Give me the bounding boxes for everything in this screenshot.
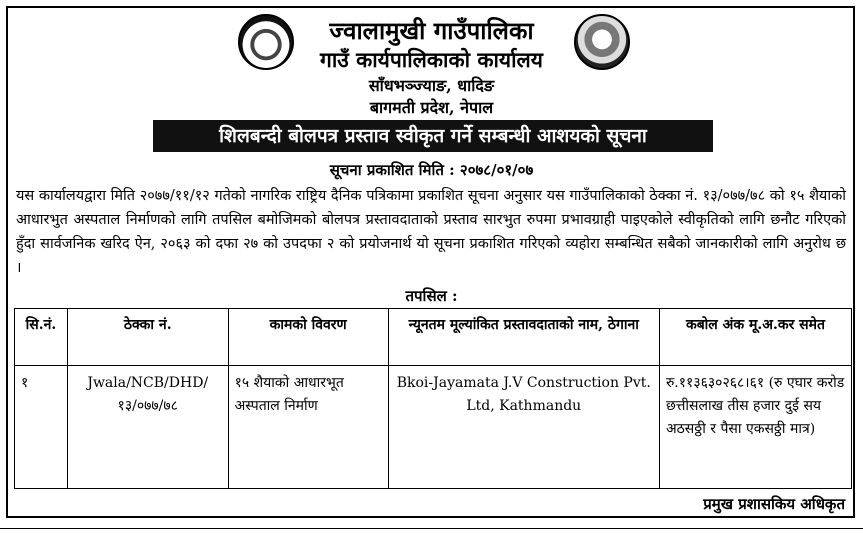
notice-title: शिलबन्दी बोलपत्र प्रस्ताव स्वीकृत गर्ने सम्बन्धी आशयको सूचना xyxy=(153,120,713,152)
col-amount: कबोल अंक मू.अ.कर समेत xyxy=(659,309,851,366)
col-work: कामको विवरण xyxy=(228,309,388,366)
published-date: सूचना प्रकाशित मिति : २०७८/०१/०७ xyxy=(329,161,534,179)
cell-contract: Jwala/NCB/DHD/ १३/०७७/७८ xyxy=(67,366,228,489)
col-sn: सि.नं. xyxy=(15,309,68,366)
office-name: गाउँ कार्यपालिकाको कार्यालय xyxy=(320,47,543,72)
table-header-row xyxy=(15,309,852,366)
table-row xyxy=(15,366,852,489)
notice-body: यस कार्यालयद्वारा मिति २०७७/११/१२ गतेको नागरिक राष्ट्रिय दैनिक पत्रिकामा प्रकाशित सूचना अनुसार यस गाउँपालिकाको ठेक्का नं. १३/०७७/७८ को १५ शैयाको आधारभुत अस्पताल निर्माणको लागि तपसिल बमोजिमको बोलपत्र प्रस्तावदाताको प्रस्ताव सारभुत रुपमा प्रभावग्राही पाइएकोले स्वीकृतिको लागि छनौट गरिएको हुँदा सार्वजनिक खरिद ऐन, २०६३ को दफा २७ को उपदफा २ को प्रयोजनार्थ यो सूचना प्रकाशित गरिएको व्यहोरा सम्बन्धित सबैको जानकारीको लागि अनुरोध छ । xyxy=(16,188,846,276)
cell-amount: रु.११३६३०२६८।६१ (रु एघार करोड छत्तीसलाख तीस हजार दुई सय अठसठ्ठी र पैसा एकसठ्ठी मात्र) xyxy=(659,366,851,489)
col-bidder: न्यूनतम मूल्यांकित प्रस्तावदाताको नाम, ठेगाना xyxy=(388,309,659,366)
municipality-name: ज्वालामुखी गाउँपालिका xyxy=(329,16,534,45)
cell-sn: १ xyxy=(15,366,68,489)
cell-work: १५ शैयाको आधारभूत अस्पताल निर्माण xyxy=(228,366,388,489)
details-heading: तपसिल : xyxy=(405,287,458,305)
cell-bidder: Bkoi-Jayamata J.V Construction Pvt. Ltd, Kathmandu xyxy=(388,366,659,489)
province-country: बागमती प्रदेश, नेपाल xyxy=(369,98,494,117)
col-contract: ठेक्का नं. xyxy=(67,309,228,366)
bid-table xyxy=(14,308,852,489)
office-address: साँधभञ्ज्याङ, धादिङ xyxy=(368,76,495,95)
bottom-divider xyxy=(0,528,863,529)
signature: प्रमुख प्रशासकिय अधिकृत xyxy=(703,495,845,513)
